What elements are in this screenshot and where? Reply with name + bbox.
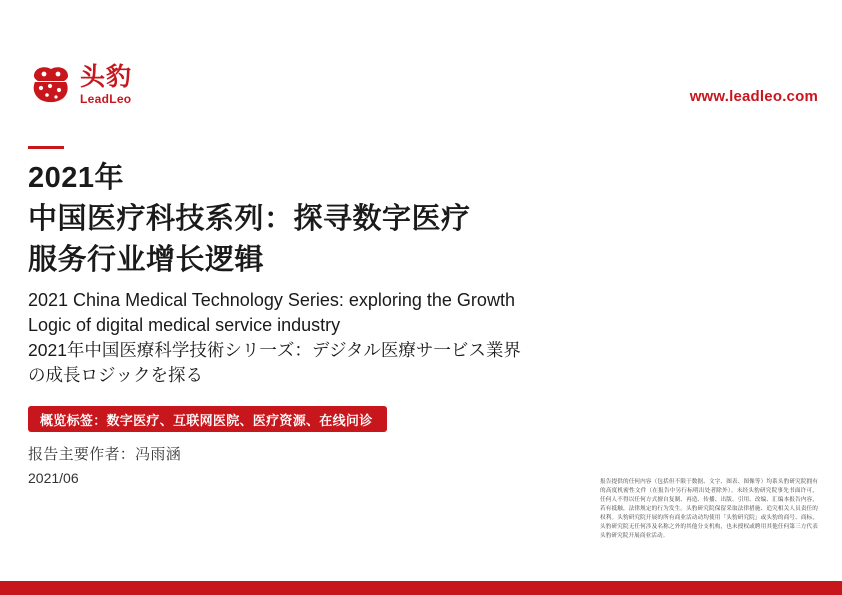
page-header bbox=[28, 62, 818, 124]
page-title-cn-line3: 服务行业增长逻辑 bbox=[28, 244, 265, 277]
site-url[interactable]: www.leadleo.com bbox=[689, 88, 818, 105]
page-title-cn-line1: 2021年 bbox=[28, 162, 125, 194]
page-title-en bbox=[28, 288, 748, 338]
brand-name-en: LeadLeo bbox=[80, 92, 132, 106]
page-title-jp-line2: の成長ロジックを探る bbox=[28, 364, 203, 385]
disclaimer-text: 报告提供的任何内容（包括但不限于数据、文字、图表、图像等）均系头豹研究院拥有的高度机密性文件（在报告中另行标明出处者除外）。未经头豹研究院事先书面许可，任何人不得以任何方式擅自复制、再造、传播、出版、引用、改编、汇编本报告内容，若有抵触，法律规定的行为发生。头豹研究院保留采取法律措施、追究相关人员责任的权利。头豹研究院开展的所有商业活动动均使用「头豹研究院」或头豹的商号、商标，头豹研究院无任何涉及名称之外的其他分支机构，也未授权或聘用其他任何第三方代表头豹研究院开展商业活动。 bbox=[600, 479, 818, 540]
brand-logo bbox=[28, 62, 132, 108]
brand-wordmark bbox=[80, 65, 132, 105]
page-title-cn bbox=[28, 158, 728, 282]
overview-tags-badge: 概览标签：数字医疗、互联网医院、医疗资源、在线问诊 bbox=[28, 406, 387, 432]
leopard-head-logo-icon bbox=[28, 62, 74, 108]
accent-rule bbox=[28, 146, 64, 149]
page-title-jp bbox=[28, 338, 748, 388]
page-title-jp-line1: 2021年中国医療科学技術シリ一ズ：デジタル医療サ一ビス業界 bbox=[28, 340, 521, 360]
report-date: 2021/06 bbox=[28, 470, 79, 486]
brand-name-cn: 头豹 bbox=[80, 63, 133, 91]
page-title-en-line1: 2021 China Medical Technology Series: exploring the Growth bbox=[28, 290, 515, 310]
report-author: 报告主要作者：冯雨涵 bbox=[28, 446, 182, 463]
page-title-en-line2: Logic of digital medical service industry bbox=[28, 314, 341, 335]
page-title-cn-line2: 中国医疗科技系列：探寻数字医疗 bbox=[28, 203, 471, 236]
footer-band bbox=[0, 581, 842, 595]
